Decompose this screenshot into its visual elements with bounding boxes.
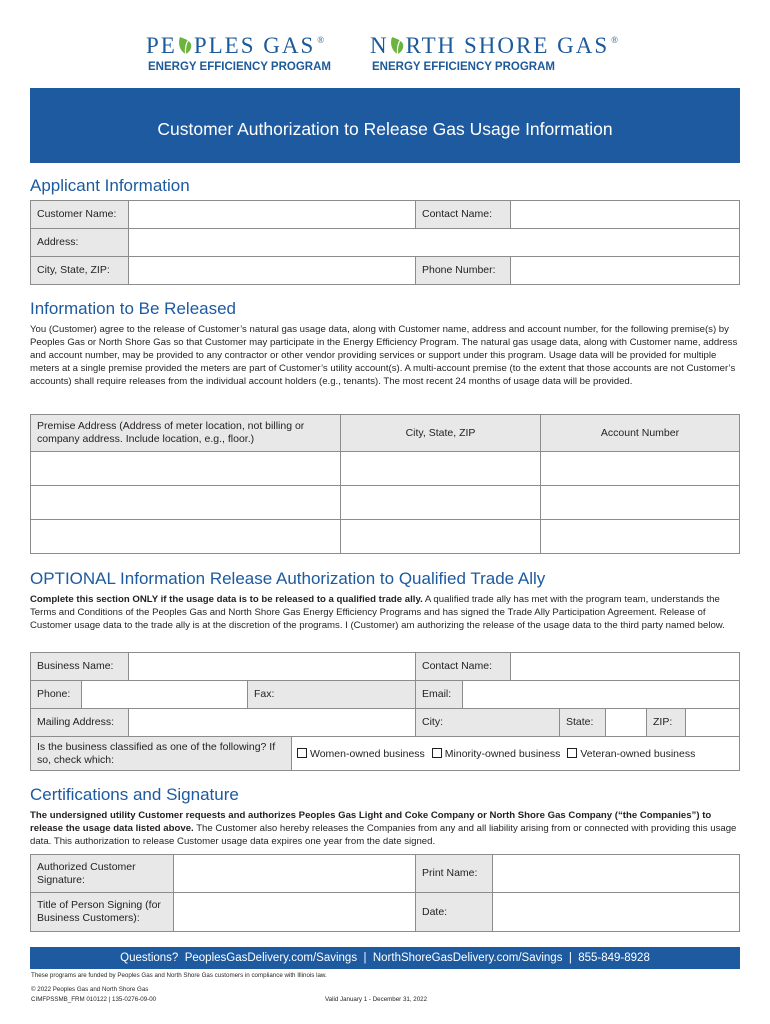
- optional-heading: OPTIONAL Information Release Authorization to Qualified Trade Ally: [30, 569, 546, 588]
- account-number-field[interactable]: [540, 519, 740, 554]
- questions-bar: Questions? PeoplesGasDelivery.com/Savings | NorthShoreGasDelivery.com/Savings | 855-849-8928: [30, 947, 740, 969]
- state-label: State:: [559, 708, 606, 737]
- title-banner: [30, 88, 740, 163]
- customer-name-field[interactable]: [128, 200, 416, 229]
- address-label: Address:: [30, 228, 129, 257]
- state-field[interactable]: [605, 708, 647, 737]
- page-title: Customer Authorization to Release Gas Usage Information: [157, 119, 613, 139]
- mailing-address-field[interactable]: [128, 708, 416, 737]
- city-label: City:: [415, 708, 560, 737]
- account-number-column-header: Account Number: [540, 414, 740, 452]
- veteran-owned-option[interactable]: [567, 748, 695, 760]
- date-label: Date:: [415, 892, 493, 932]
- premise-address-column-header: Premise Address (Address of meter location, not billing or company address. Include location, e.g., floor.): [30, 414, 341, 452]
- leaf-icon: [177, 36, 194, 55]
- women-owned-label: Women-owned business: [310, 747, 425, 760]
- registered-mark: ®: [611, 35, 620, 45]
- checkbox-icon[interactable]: [432, 748, 442, 758]
- business-classification-options: [291, 736, 740, 771]
- ta-contact-name-label: Contact Name:: [415, 652, 511, 681]
- ta-contact-name-field[interactable]: [510, 652, 740, 681]
- certifications-bold-lead: The undersigned utility Customer requests and authorizes Peoples Gas Light and Coke Company or North Shore Gas Company (“the Companies”) to release the usage data listed above.: [30, 810, 712, 834]
- account-number-field[interactable]: [540, 451, 740, 486]
- city-state-zip-label: City, State, ZIP:: [30, 256, 129, 285]
- peoples-gas-name-part1: PE: [146, 33, 177, 58]
- north-shore-name-part2: RTH SHORE GAS: [405, 33, 610, 58]
- mailing-address-label: Mailing Address:: [30, 708, 129, 737]
- zip-label: ZIP:: [646, 708, 686, 737]
- release-heading: Information to Be Released: [30, 299, 237, 318]
- optional-bold-lead: Complete this section ONLY if the usage data is to be released to a qualified trade ally.: [30, 594, 423, 605]
- premise-address-field[interactable]: [30, 451, 341, 486]
- checkbox-icon[interactable]: [567, 748, 577, 758]
- veteran-owned-label: Veteran-owned business: [580, 747, 696, 760]
- contact-name-label: Contact Name:: [415, 200, 511, 229]
- optional-paragraph: [30, 593, 742, 632]
- peoples-gas-subtitle: ENERGY EFFICIENCY PROGRAM: [148, 61, 331, 73]
- phone-label: Phone:: [30, 680, 82, 709]
- certifications-heading: Certifications and Signature: [30, 785, 239, 804]
- applicant-heading: Applicant Information: [30, 176, 190, 195]
- email-label: Email:: [415, 680, 463, 709]
- north-shore-gas-subtitle: ENERGY EFFICIENCY PROGRAM: [372, 61, 555, 73]
- city-state-zip-field[interactable]: [128, 256, 416, 285]
- business-name-label: Business Name:: [30, 652, 129, 681]
- premise-address-field[interactable]: [30, 519, 341, 554]
- north-shore-gas-logo: [370, 33, 620, 59]
- leaf-icon: [389, 36, 406, 55]
- customer-name-label: Customer Name:: [30, 200, 129, 229]
- checkbox-icon[interactable]: [297, 748, 307, 758]
- certifications-text: The Customer also hereby releases the Companies from any and all liability arising from or connected with providing this usage data. This authorization to release Customer usage data expires one year from the date signed.: [30, 823, 737, 847]
- optional-text: A qualified trade ally has met with the program team, understands the Terms and Conditions of the Peoples Gas and North Shore Gas Energy Efficiency Programs and has signed the Trade Ally Participation Agreement. Release of Customer usage data to the trade ally is at the discretion of the programs. I (Customer) am authorizing the release of the usage data to the third party named below.: [30, 594, 725, 631]
- minority-owned-option[interactable]: [432, 748, 561, 760]
- email-field[interactable]: [462, 680, 740, 709]
- premise-address-field[interactable]: [30, 485, 341, 520]
- funding-note: These programs are funded by Peoples Gas and North Shore Gas customers in compliance with Illinois law.: [31, 972, 327, 979]
- title-label: Title of Person Signing (for Business Customers):: [30, 892, 174, 932]
- premise-city-field[interactable]: [340, 519, 541, 554]
- print-name-field[interactable]: [492, 854, 740, 893]
- peoples-gas-name-part2: PLES GAS: [193, 33, 316, 58]
- date-field[interactable]: [492, 892, 740, 932]
- women-owned-option[interactable]: [297, 748, 425, 760]
- premise-city-field[interactable]: [340, 485, 541, 520]
- registered-mark: ®: [317, 35, 327, 45]
- print-name-label: Print Name:: [415, 854, 493, 893]
- phone-number-label: Phone Number:: [415, 256, 511, 285]
- certifications-paragraph: [30, 809, 742, 848]
- phone-field[interactable]: [81, 680, 248, 709]
- phone-number-field[interactable]: [510, 256, 740, 285]
- copyright: © 2022 Peoples Gas and North Shore Gas: [31, 986, 149, 993]
- business-classification-label: Is the business classified as one of the following? If so, check which:: [30, 736, 292, 771]
- contact-name-field[interactable]: [510, 200, 740, 229]
- signature-field[interactable]: [173, 854, 416, 893]
- valid-dates: Valid January 1 - December 31, 2022: [325, 996, 428, 1003]
- peoples-gas-logo: [146, 33, 326, 59]
- signature-label: Authorized Customer Signature:: [30, 854, 174, 893]
- city-state-zip-column-header: City, State, ZIP: [340, 414, 541, 452]
- minority-owned-label: Minority-owned business: [444, 747, 561, 760]
- form-id: CIMFPSSMB_FRM 010122 | 135-0276-09-00: [31, 996, 157, 1003]
- address-field[interactable]: [128, 228, 740, 257]
- title-field[interactable]: [173, 892, 416, 932]
- business-name-field[interactable]: [128, 652, 416, 681]
- zip-field[interactable]: [685, 708, 740, 737]
- release-paragraph: You (Customer) agree to the release of Customer’s natural gas usage data, along with Customer name, address and account number, for the following premise(s) by Peoples Gas or North Shore Gas so that Customer may participate in the Energy Efficiency Program. The natural gas usage data, along with Customer name, address and account number, may be provided to any contractor or other vendor providing services or support under this program. Usage data will be provided for multiple meters at a single premise provided the meters are part of Customer’s utility account(s). A multi-account premise (to the extent that those accounts are not Customer’s accounts) shall require releases from the individual account holders (e.g., tenants). The most recent 24 months of usage data will be provided.: [30, 324, 738, 387]
- premise-city-field[interactable]: [340, 451, 541, 486]
- account-number-field[interactable]: [540, 485, 740, 520]
- north-shore-name-part1: N: [370, 33, 389, 58]
- fax-label: Fax:: [247, 680, 416, 709]
